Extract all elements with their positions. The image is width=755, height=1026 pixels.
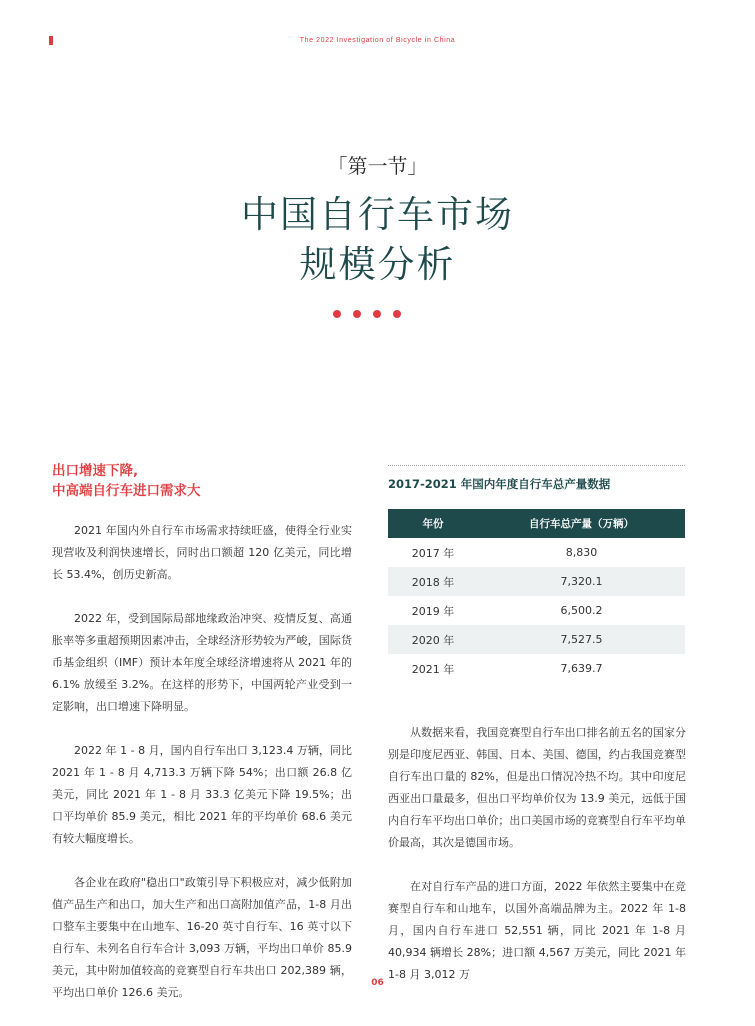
table-title: 2017-2021 年国内年度自行车总产量数据 xyxy=(388,477,611,491)
cell-year: 2017 年 xyxy=(411,546,455,560)
cell-year: 2019 年 xyxy=(411,604,455,618)
paragraph: 2022 年 1 - 8 月，国内自行车出口 3,123.4 万辆，同比 2021 年 1 - 8 月 4,713.3 万辆下降 54%；出口额 26.8 亿美元，同比 2021 年 1 - 8 月 33.3 亿美元下降 19.5%；出口平均单价 85.9 美元，相比 2021 年的平均单价 68.6 美元有较大幅度增长。 xyxy=(52,744,352,845)
section-label: 「第一节」 xyxy=(327,154,428,178)
dot-3 xyxy=(373,310,381,318)
table-row xyxy=(388,538,685,567)
dot-4 xyxy=(393,310,401,318)
table-row xyxy=(388,654,685,683)
decorative-dots xyxy=(333,310,423,320)
page-number: 06 xyxy=(371,978,384,988)
cell-value: 6,500.2 xyxy=(560,604,603,617)
cell-year: 2020 年 xyxy=(388,625,478,654)
cell-value: 7,639.7 xyxy=(560,662,603,675)
production-table-block xyxy=(388,465,685,683)
chapter-title-line-1: 中国自行车市场 xyxy=(241,193,514,236)
dotted-divider xyxy=(388,465,685,466)
running-header: The 2022 Investigation of Bicycle in China xyxy=(299,37,456,44)
table-row xyxy=(388,567,685,596)
paragraph: 2022 年，受到国际局部地缘政治冲突、疫情反复、高通胀率等多重超预期因素冲击，全球经济形势较为严峻，国际货币基金组织（IMF）预计本年度全球经济增速将从 2021 年的 6.1% 放缓至 3.2%。在这样的形势下，中国两轮产业受到一定影响，出口增速下降明显。 xyxy=(52,612,352,713)
chapter-title-line-2: 规模分析 xyxy=(299,243,456,286)
cell-value: 7,527.5 xyxy=(478,625,685,654)
table-header-row xyxy=(388,509,685,538)
dot-1 xyxy=(333,310,341,318)
cell-value: 7,320.1 xyxy=(478,567,685,596)
production-table xyxy=(388,509,685,683)
cell-value: 8,830 xyxy=(565,546,598,559)
paragraph: 2021 年国内外自行车市场需求持续旺盛，使得全行业实现营收及利润快速增长，同时出口额超 120 亿美元，同比增长 53.4%，创历史新高。 xyxy=(52,524,352,581)
paragraph: 从数据来看，我国竞赛型自行车出口排名前五名的国家分别是印度尼西亚、韩国、日本、美国、德国，约占我国竞赛型自行车出口量的 82%，但是出口情况冷热不均。其中印度尼西亚出口量最多，但出口平均单价仅为 13.9 美元，远低于国内自行车平均出口单价；出口美国市场的竞赛型自行车平均单价最高，其次是德国市场。 xyxy=(388,726,686,849)
section-heading-line-1: 出口增速下降, xyxy=(52,463,139,479)
paragraph: 在对自行车产品的进口方面，2022 年依然主要集中在竞赛型自行车和山地车，以国外高端品牌为主。2022 年 1-8 月，国内自行车进口 52,551 辆，同比 2021 年 1-8 月 40,934 辆增长 28%；进口额 4,567 万美元，同比 2021 年 1-8 月 3,012 万 xyxy=(388,880,686,981)
cell-year: 2018 年 xyxy=(388,567,478,596)
paragraph: 各企业在政府"稳出口"政策引导下积极应对，减少低附加值产品生产和出口，加大生产和出口高附加值产品，1-8 月出口整车主要集中在山地车、16-20 英寸自行车、16 英寸以下自行车、未列名自行车合计 3,093 万辆，平均出口单价 85.9 美元，其中附加值较高的竞赛型自行车共出口 202,389 辆，平均出口单价 126.6 美元。 xyxy=(52,876,352,999)
left-column xyxy=(52,520,352,1026)
section-heading-line-2: 中高端自行车进口需求大 xyxy=(52,483,201,499)
section-heading xyxy=(52,461,352,501)
table-row xyxy=(388,596,685,625)
chapter-title xyxy=(0,190,755,290)
cell-year: 2021 年 xyxy=(411,662,455,676)
table-row xyxy=(388,625,685,654)
dot-2 xyxy=(353,310,361,318)
header-production: 自行车总产量（万辆） xyxy=(478,509,685,538)
header-year: 年份 xyxy=(388,509,478,538)
right-column xyxy=(388,722,686,1008)
